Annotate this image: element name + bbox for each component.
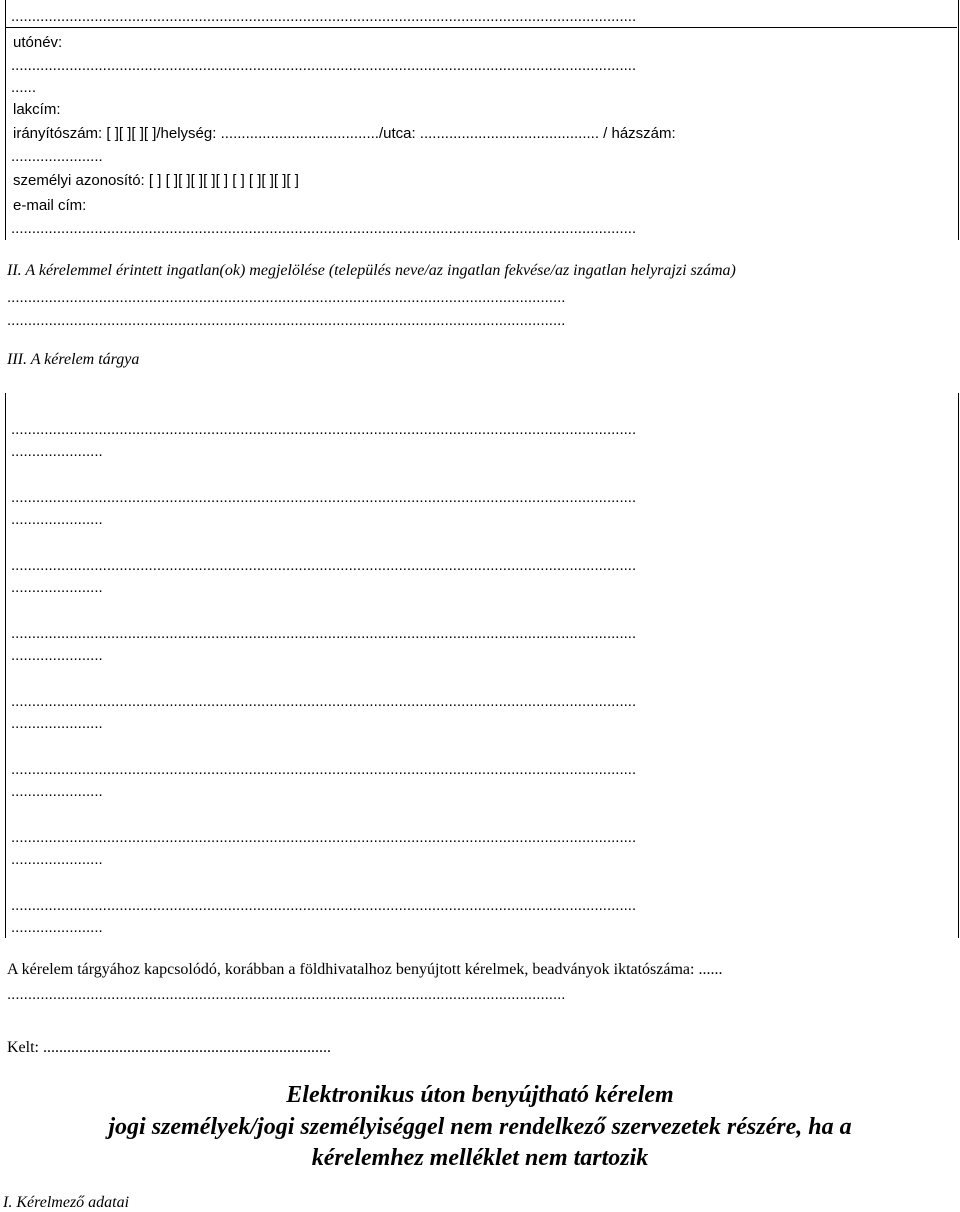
subject-line-short[interactable]: ......................	[11, 783, 103, 800]
subject-box	[5, 393, 959, 938]
subject-line-short[interactable]: ......................	[11, 715, 103, 732]
applicant-box-divider	[5, 27, 957, 28]
next-form-title-line1: Elektronikus úton benyújtható kérelem	[286, 1082, 674, 1108]
section3-heading: III. A kérelem tárgya	[7, 351, 140, 368]
top-dots: ......................................................................................................................................................	[11, 8, 637, 25]
section2-dots-1[interactable]: ......................................................................................................................................	[7, 289, 566, 306]
subject-line-long[interactable]: ......................................................................................................................................................	[11, 693, 637, 710]
related-text: A kérelem tárgyához kapcsolódó, korábban a földhivatalhoz benyújtott kérelmek, beadványok iktatószáma: ......	[7, 961, 723, 978]
subject-line-long[interactable]: ......................................................................................................................................................	[11, 897, 637, 914]
subject-line-short[interactable]: ......................	[11, 851, 103, 868]
address-dots[interactable]: ......................	[11, 148, 103, 165]
next-form-title-line3: kérelemhez melléklet nem tartozik	[311, 1145, 649, 1171]
first-name-label: utónév:	[13, 34, 63, 51]
personal-id-line[interactable]: személyi azonosító: [ ] [ ][ ][ ][ ][ ] [ ] [ ][ ][ ][ ]	[13, 172, 299, 189]
subject-line-short[interactable]: ......................	[11, 647, 103, 664]
subject-line-short[interactable]: ......................	[11, 511, 103, 528]
related-dots[interactable]: ......................................................................................................................................	[7, 986, 566, 1003]
applicant-box	[5, 0, 959, 240]
dated-line[interactable]: Kelt: ........................................................................	[7, 1039, 331, 1056]
first-name-dots[interactable]: ......................................................................................................................................................	[11, 57, 637, 74]
subject-line-long[interactable]: ......................................................................................................................................................	[11, 761, 637, 778]
subject-line-short[interactable]: ......................	[11, 443, 103, 460]
subject-line-long[interactable]: ......................................................................................................................................................	[11, 557, 637, 574]
section2-heading: II. A kérelemmel érintett ingatlan(ok) megjelölése (település neve/az ingatlan fekvése/az ingatlan helyrajzi száma)	[7, 262, 736, 279]
section2-dots-2[interactable]: ......................................................................................................................................	[7, 312, 566, 329]
subject-line-long[interactable]: ......................................................................................................................................................	[11, 625, 637, 642]
next-form-title-line2: jogi személyek/jogi személyiséggel nem rendelkező szervezetek részére, ha a	[108, 1114, 852, 1140]
email-label: e-mail cím:	[13, 197, 87, 214]
first-name-dots-continued[interactable]: ......	[11, 79, 37, 96]
address-line[interactable]: irányítószám: [ ][ ][ ][ ]/helység: ....................................../utca: ........................................... / házszám:	[13, 125, 676, 142]
next-form-section1-heading: I. Kérelmező adatai	[3, 1194, 130, 1211]
subject-line-short[interactable]: ......................	[11, 919, 103, 936]
subject-line-long[interactable]: ......................................................................................................................................................	[11, 829, 637, 846]
subject-line-long[interactable]: ......................................................................................................................................................	[11, 421, 637, 438]
subject-line-long[interactable]: ......................................................................................................................................................	[11, 489, 637, 506]
subject-line-short[interactable]: ......................	[11, 579, 103, 596]
email-dots[interactable]: ......................................................................................................................................................	[11, 220, 637, 237]
address-label: lakcím:	[13, 101, 61, 118]
